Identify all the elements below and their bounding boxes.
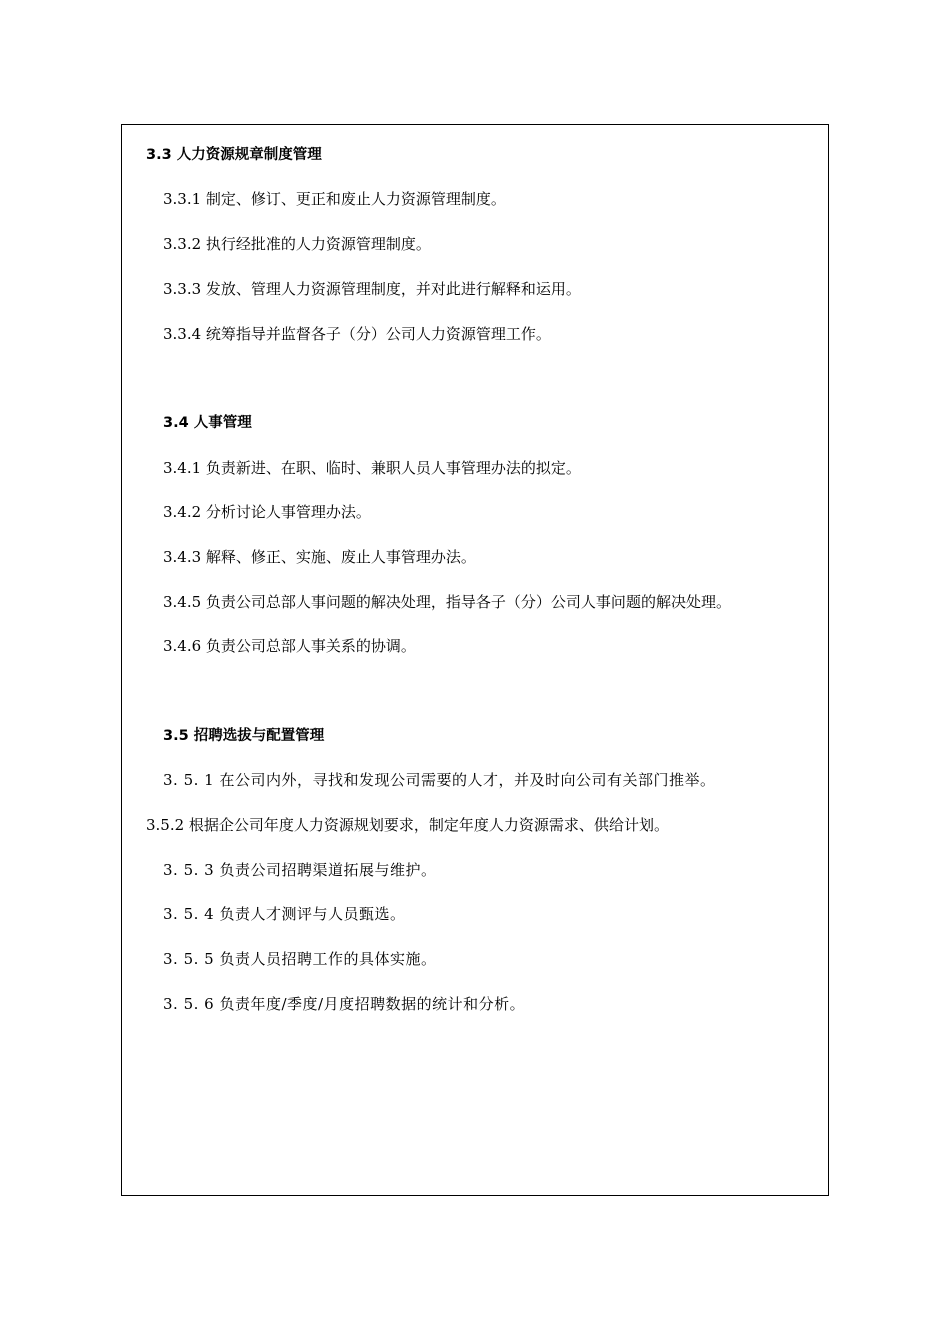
list-item: 3. 5. 4 负责人才测评与人员甄选。 (163, 905, 406, 923)
list-item: 3.3.1 制定、修订、更正和废止人力资源管理制度。 (163, 190, 506, 208)
list-item: 3.4.2 分析讨论人事管理办法。 (163, 503, 371, 521)
list-item: 3.5.2 根据企公司年度人力资源规划要求，制定年度人力资源需求、供给计划。 (146, 816, 669, 834)
list-item: 3. 5. 6 负责年度/季度/月度招聘数据的统计和分析。 (163, 995, 526, 1013)
list-item: 3. 5. 3 负责公司招聘渠道拓展与维护。 (163, 861, 437, 879)
section-heading-3-4: 3.4 人事管理 (163, 415, 252, 431)
list-item: 3.3.2 执行经批准的人力资源管理制度。 (163, 235, 431, 253)
list-item: 3.4.5 负责公司总部人事问题的解决处理，指导各子（分）公司人事问题的解决处理。 (163, 593, 731, 611)
list-item: 3.3.3 发放、管理人力资源管理制度，并对此进行解释和运用。 (163, 280, 581, 298)
list-item: 3.4.3 解释、修正、实施、废止人事管理办法。 (163, 548, 476, 566)
list-item: 3.3.4 统筹指导并监督各子（分）公司人力资源管理工作。 (163, 325, 551, 343)
list-item: 3.4.1 负责新进、在职、临时、兼职人员人事管理办法的拟定。 (163, 459, 581, 477)
section-heading-3-5: 3.5 招聘选拔与配置管理 (163, 728, 325, 744)
list-item: 3. 5. 5 负责人员招聘工作的具体实施。 (163, 950, 437, 968)
list-item: 3.4.6 负责公司总部人事关系的协调。 (163, 637, 416, 655)
section-heading-3-3: 3.3 人力资源规章制度管理 (146, 147, 322, 163)
list-item: 3. 5. 1 在公司内外，寻找和发现公司需要的人才，并及时向公司有关部门推举。 (163, 771, 716, 789)
